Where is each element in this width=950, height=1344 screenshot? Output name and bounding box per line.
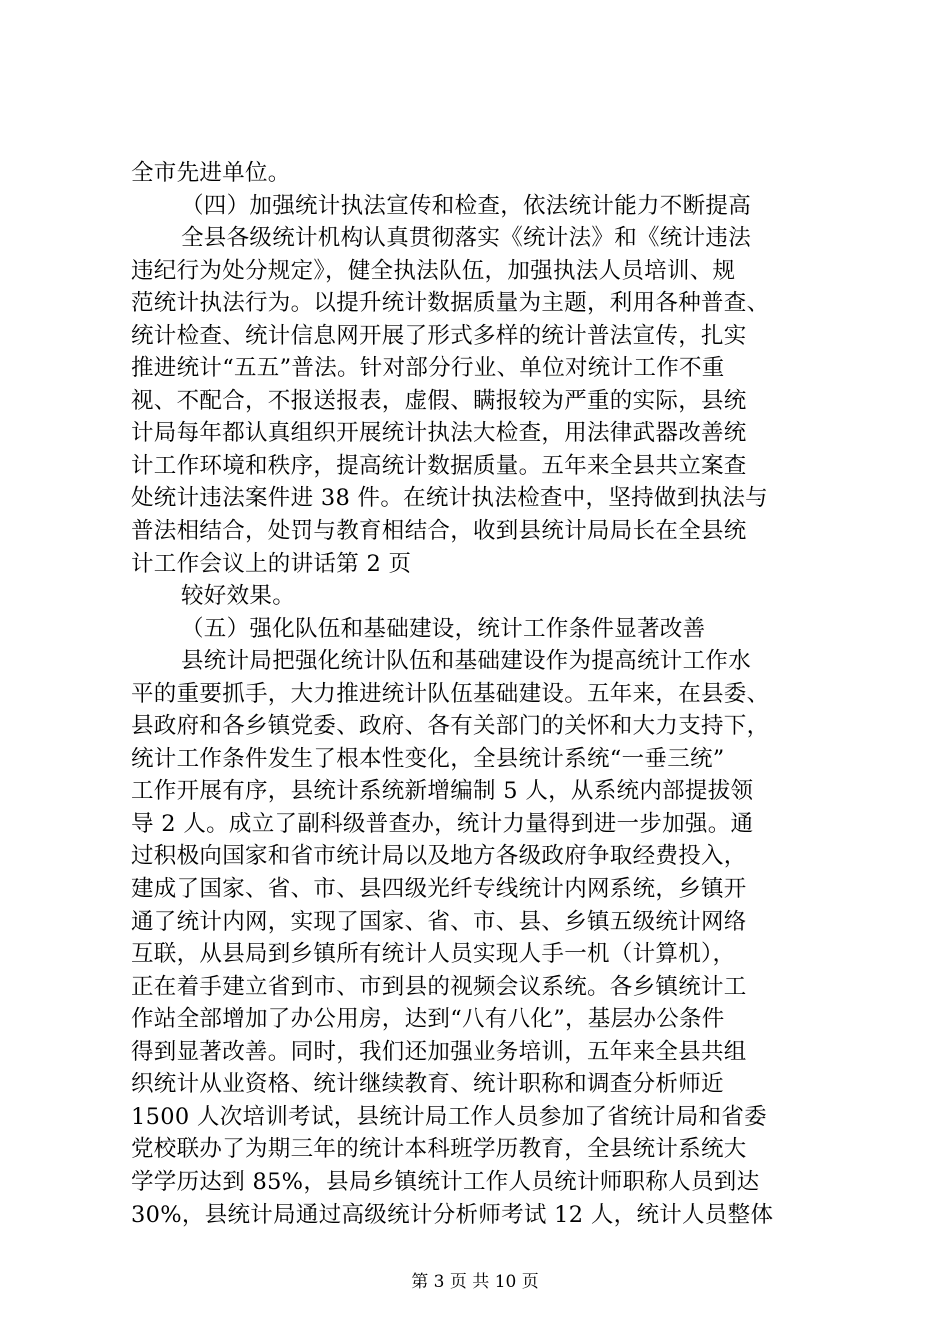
text-line: 处统计违法案件进 38 件。在统计执法检查中，坚持做到执法与 — [131, 485, 768, 512]
text-line: 统计检查、统计信息网开展了形式多样的统计普法宣传，扎实 — [131, 322, 747, 349]
text-line: 统计工作条件发生了根本性变化，全县统计系统“一垂三统” — [131, 745, 725, 772]
text-line: 视、不配合，不报送报表，虚假、瞒报较为严重的实际，县统 — [131, 387, 747, 414]
text-line: 建成了国家、省、市、县四级光纤专线统计内网系统，乡镇开 — [131, 876, 747, 903]
text-line: 互联，从县局到乡镇所有统计人员实现人手一机（计算机）， — [131, 941, 736, 968]
text-line: 全市先进单位。 — [131, 160, 291, 186]
text-line: 违纪行为处分规定》，健全执法队伍，加强执法人员培训、规 — [131, 257, 736, 284]
text-line: 通了统计内网，实现了国家、省、市、县、乡镇五级统计网络 — [131, 908, 747, 935]
text-line: 全县各级统计机构认真贯彻落实《统计法》和《统计违法 — [181, 225, 752, 252]
text-line: 导 2 人。成立了副科级普查办，统计力量得到进一步加强。通 — [131, 810, 754, 837]
text-line: 织统计从业资格、统计继续教育、统计职称和调查分析师近 — [131, 1071, 724, 1098]
text-line: （四）加强统计执法宣传和检查，依法统计能力不断提高 — [181, 192, 752, 219]
text-line: 计局每年都认真组织开展统计执法大检查，用法律武器改善统 — [131, 420, 747, 447]
text-line: 普法相结合，处罚与教育相结合，收到县统计局局长在全县统 — [131, 518, 747, 545]
text-line: 推进统计“五五”普法。针对部分行业、单位对统计工作不重 — [131, 355, 725, 382]
text-line: 县统计局把强化统计队伍和基础建设作为提高统计工作水 — [181, 648, 752, 675]
text-line: 得到显著改善。同时，我们还加强业务培训，五年来全县共组 — [131, 1038, 747, 1065]
text-line: 1500 人次培训考试，县统计局工作人员参加了省统计局和省委 — [131, 1103, 767, 1130]
text-line: 平的重要抓手，大力推进统计队伍基础建设。五年来，在县委、 — [131, 680, 770, 707]
body-text — [131, 157, 823, 1231]
text-line: 范统计执法行为。以提升统计数据质量为主题，利用各种普查、 — [131, 290, 770, 317]
text-line: 计工作环境和秩序，提高统计数据质量。五年来全县共立案查 — [131, 452, 747, 479]
text-line: 正在着手建立省到市、市到县的视频会议系统。各乡镇统计工 — [131, 973, 747, 1000]
text-line: 工作开展有序，县统计系统新增编制 5 人，从系统内部提拔领 — [131, 778, 754, 805]
text-line: 县政府和各乡镇党委、政府、各有关部门的关怀和大力支持下， — [131, 713, 770, 740]
text-line: 学学历达到 85%，县局乡镇统计工作人员统计师职称人员到达 — [131, 1168, 760, 1195]
text-line: 作站全部增加了办公用房，达到“八有八化”，基层办公条件 — [131, 1006, 725, 1033]
text-line: 党校联办了为期三年的统计本科班学历教育，全县统计系统大 — [131, 1136, 747, 1163]
text-line: 计工作会议上的讲话第 2 页 — [131, 550, 412, 577]
page-footer: 第 3 页 共 10 页 — [411, 1272, 539, 1292]
text-line: 30%，县统计局通过高级统计分析师考试 12 人，统计人员整体 — [131, 1201, 774, 1228]
text-line: 较好效果。 — [181, 583, 296, 610]
text-line: 过积极向国家和省市统计局以及地方各级政府争取经费投入， — [131, 843, 747, 870]
text-line: （五）强化队伍和基础建设，统计工作条件显著改善 — [181, 615, 706, 642]
